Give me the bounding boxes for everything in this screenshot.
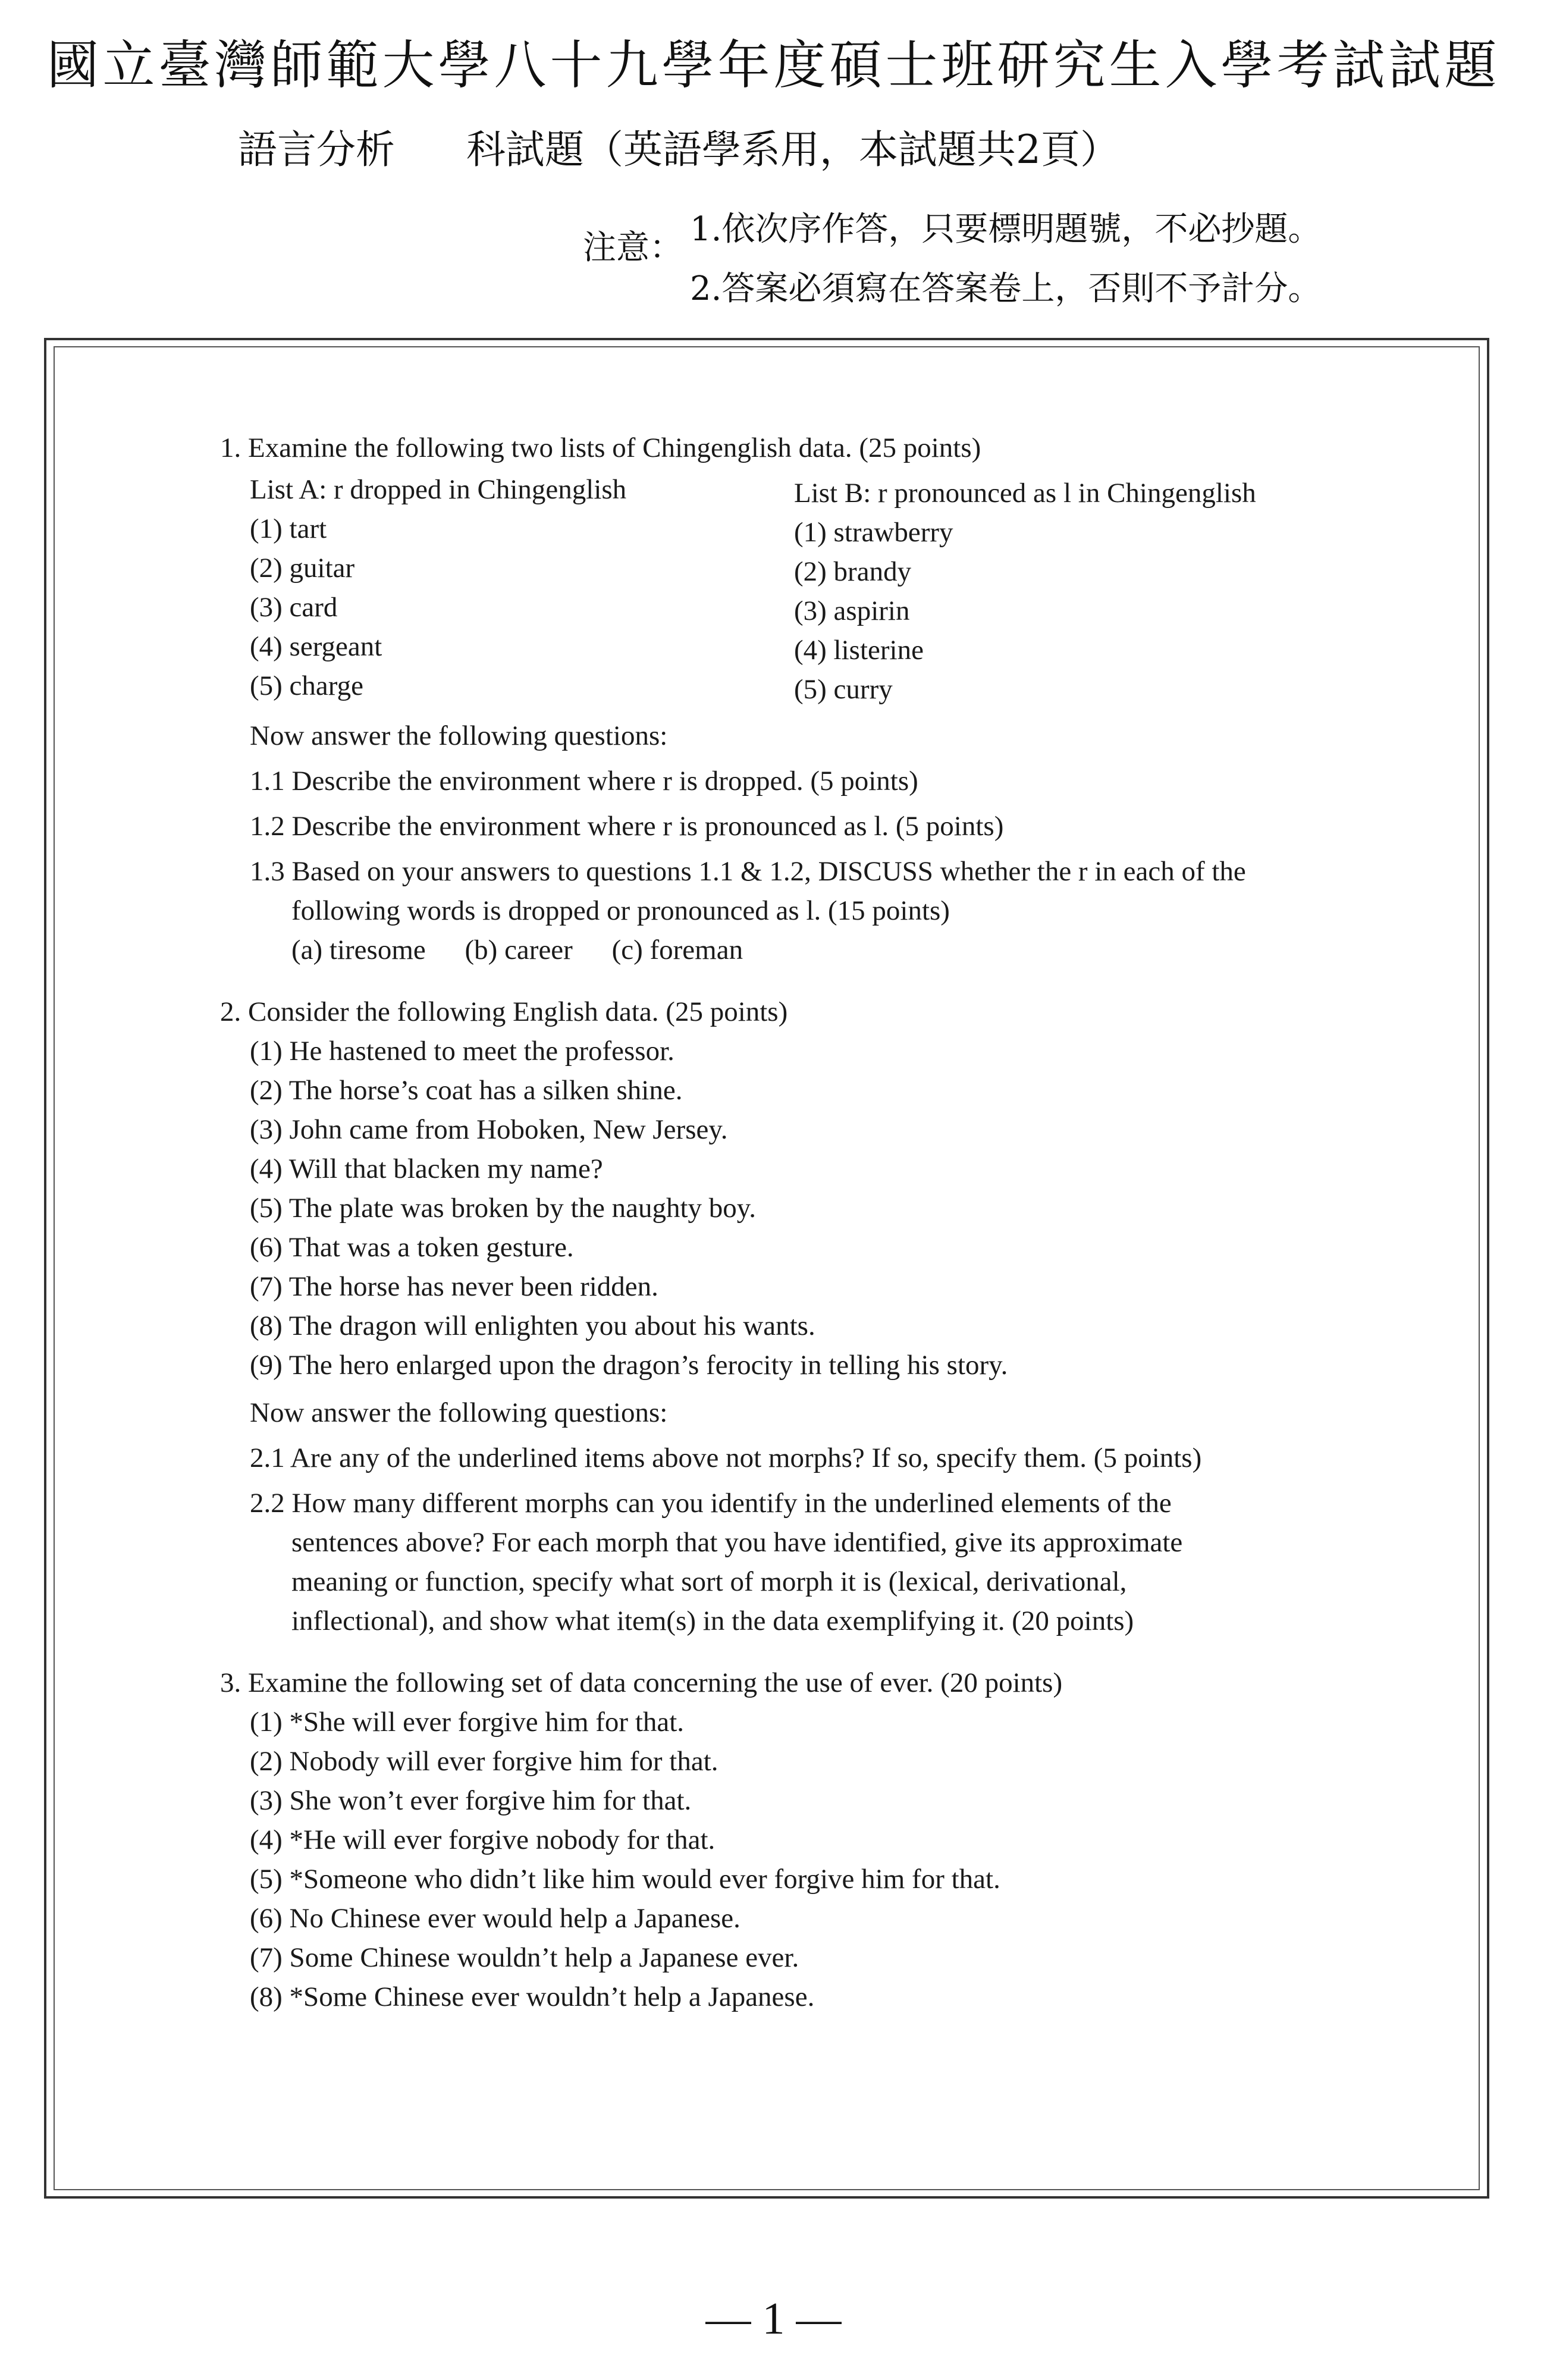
list-b-item: (3) aspirin <box>794 595 910 626</box>
q2-sentence: (7) The horse has never been ridden. <box>250 1271 658 1302</box>
q1-3-line1: 1.3 Based on your answers to questions 1.1 & 1.2, DISCUSS whether the r in each of the <box>250 856 1246 887</box>
q2-2-line: inflectional), and show what item(s) in the data exemplifying it. (20 points) <box>291 1606 1134 1636</box>
subject-line <box>238 118 1119 174</box>
q3-sentence: (2) Nobody will ever forgive him for that. <box>250 1746 718 1777</box>
q3-sentence: (7) Some Chinese wouldn’t help a Japanese ever. <box>250 1942 799 1973</box>
q3-sentence: (8) *Some Chinese ever wouldn’t help a Japanese. <box>250 1981 815 2012</box>
q3-prompt: 3. Examine the following set of data concerning the use of ever. (20 points) <box>220 1667 1063 1698</box>
q2-2-line: 2.2 How many different morphs can you identify in the underlined elements of the <box>250 1488 1172 1519</box>
q3-sentence: (1) *She will ever forgive him for that. <box>250 1707 685 1738</box>
q2-sentence: (5) The plate was broken by the naughty boy. <box>250 1193 757 1224</box>
list-a-item: (2) guitar <box>250 553 355 584</box>
exam-title: 國立臺灣師範大學八十九學年度碩士班研究生入學考試試題 <box>46 35 1501 96</box>
list-a-title: List A: r dropped in Chingenglish <box>250 474 627 505</box>
question-1 <box>202 428 1368 970</box>
list-a-item: (4) sergeant <box>250 631 382 662</box>
q2-now-answer: Now answer the following questions: <box>250 1397 668 1428</box>
subject-name: 語言分析 <box>238 127 395 173</box>
q3-sentence: (4) *He will ever forgive nobody for that. <box>250 1824 716 1855</box>
q1-now-answer: Now answer the following questions: <box>250 720 668 751</box>
list-a <box>250 470 626 705</box>
question-2 <box>202 992 1368 1641</box>
q1-lists <box>250 470 1368 708</box>
q1-words <box>291 930 1368 970</box>
q1-1: 1.1 Describe the environment where r is dropped. (5 points) <box>250 766 918 797</box>
exam-info: 科試題（英語學系用，本試題共2頁） <box>466 127 1119 173</box>
q1-3-line2: following words is dropped or pronounced as l. (15 points) <box>291 895 950 926</box>
list-b-item: (2) brandy <box>794 556 912 587</box>
list-a-item: (1) tart <box>250 513 327 544</box>
q3-sentence: (6) No Chinese ever would help a Japanese. <box>250 1903 740 1934</box>
q1-word: (c) foreman <box>611 935 743 965</box>
q2-sentence: (8) The dragon will enlighten you about his wants. <box>250 1310 815 1341</box>
question-3 <box>202 1663 1368 2017</box>
list-b-item: (5) curry <box>794 674 893 705</box>
note-item: 2.答案必須寫在答案卷上，否則不予計分。 <box>690 269 1322 308</box>
q2-2-line: sentences above? For each morph that you have identified, give its approximate <box>291 1527 1183 1558</box>
q2-2-line: meaning or function, specify what sort of morph it is (lexical, derivational, <box>291 1566 1127 1597</box>
q1-word: (a) tiresome <box>291 935 426 965</box>
q2-sentence: (6) That was a token gesture. <box>250 1232 574 1263</box>
q2-sentence: (3) John came from Hoboken, New Jersey. <box>250 1114 728 1145</box>
notes-list <box>690 200 1321 319</box>
q3-sentence: (5) *Someone who didn’t like him would ever forgive him for that. <box>250 1864 1000 1895</box>
q1-word: (b) career <box>465 935 573 965</box>
q2-sentence: (1) He hastened to meet the professor. <box>250 1036 674 1067</box>
question-content <box>202 428 1368 2017</box>
notes-label: 注意： <box>583 228 683 267</box>
q2-sentence: (4) Will that blacken my name? <box>250 1153 603 1184</box>
list-b-title: List B: r pronounced as l in Chingenglish <box>794 478 1256 509</box>
q2-prompt: 2. Consider the following English data. (25 points) <box>220 996 788 1027</box>
q2-sentence: (9) The hero enlarged upon the dragon’s ferocity in telling his story. <box>250 1350 1008 1381</box>
page-number: — 1 — <box>705 2294 842 2344</box>
q2-sentence: (2) The horse’s coat has a silken shine. <box>250 1075 683 1106</box>
q3-sentence: (3) She won’t ever forgive him for that. <box>250 1785 692 1816</box>
note-item: 1.依次序作答，只要標明題號，不必抄題。 <box>690 210 1322 249</box>
q1-prompt: 1. Examine the following two lists of Chingenglish data. (25 points) <box>220 432 981 463</box>
list-a-item: (3) card <box>250 592 338 623</box>
q2-1: 2.1 Are any of the underlined items above not morphs? If so, specify them. (5 points) <box>250 1443 1202 1473</box>
q1-2: 1.2 Describe the environment where r is pronounced as l. (5 points) <box>250 811 1004 842</box>
list-a-item: (5) charge <box>250 670 363 701</box>
list-b <box>794 474 1256 709</box>
list-b-item: (4) listerine <box>794 635 924 666</box>
list-b-item: (1) strawberry <box>794 517 953 548</box>
